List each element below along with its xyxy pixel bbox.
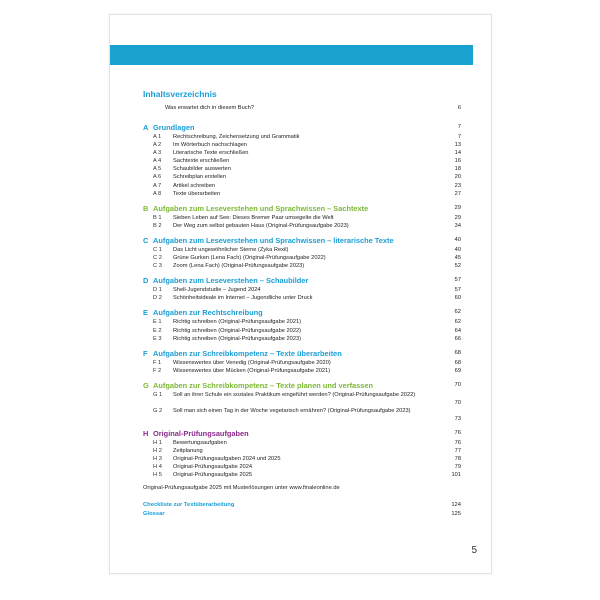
toc-entry	[143, 173, 461, 181]
toc-entry	[143, 214, 461, 222]
entry-number: C 2	[153, 255, 162, 262]
entry-number: A 3	[153, 150, 162, 157]
entry-page: 78	[454, 456, 461, 463]
entry-page: 73	[454, 415, 461, 422]
section-page: 76	[454, 429, 461, 436]
entry-page: 45	[454, 255, 461, 262]
toc-section	[143, 203, 461, 230]
toc-entry	[143, 286, 461, 294]
entry-page: 7	[457, 134, 461, 140]
entry-page: 60	[454, 295, 461, 302]
section-heading	[143, 307, 461, 318]
entry-number: G 1	[153, 391, 163, 398]
toc-section	[143, 122, 461, 198]
toc-title: Inhaltsverzeichnis	[143, 89, 217, 99]
section-heading	[143, 275, 461, 286]
entry-page: 70	[454, 399, 461, 406]
section-letter: H	[143, 428, 149, 438]
toc-entry	[143, 327, 461, 335]
toc-entry	[143, 165, 461, 173]
toc-note: Original-Prüfungsaufgabe 2025 mit Musterlösungen unter www.finaleonline.de	[143, 485, 340, 492]
entry-number: E 2	[153, 327, 162, 334]
entry-number: H 4	[153, 464, 162, 471]
toc-entry	[143, 407, 461, 423]
toc-entry	[143, 447, 461, 455]
toc-entry	[143, 262, 461, 270]
entry-number: B 2	[153, 222, 162, 229]
entry-title: Zoom (Lena Fach) (Original-Prüfungsaufgabe 2023)	[173, 263, 305, 270]
toc-intro-page: 6	[457, 105, 461, 111]
entry-title: Sieben Leben auf See: Dieses Bremer Paar umsegelte die Welt	[173, 214, 334, 221]
toc-section	[143, 235, 461, 270]
entry-number: A 6	[153, 174, 162, 181]
section-page: 70	[454, 381, 461, 388]
entry-title: Wissenswertes über Venedig (Original-Prüfungsaufgabe 2020)	[173, 359, 331, 366]
toc-entry	[143, 318, 461, 326]
toc-entry	[143, 246, 461, 254]
toc-entry	[143, 367, 461, 375]
entry-number: E 3	[153, 335, 162, 342]
entry-number: F 2	[153, 367, 162, 374]
extra-page: 124	[451, 502, 461, 509]
entry-page: 27	[454, 190, 461, 197]
header-band	[110, 45, 473, 65]
entry-title: Bewertungsaufgaben	[173, 439, 227, 446]
entry-number: E 1	[153, 319, 162, 326]
entry-title: Wissenswertes über Mücken (Original-Prüfungsaufgabe 2021)	[173, 367, 331, 374]
toc-entry	[143, 182, 461, 190]
toc-entry	[143, 471, 461, 479]
section-heading	[143, 348, 461, 359]
toc-intro-row	[143, 104, 461, 113]
toc-entry	[143, 141, 461, 149]
entry-page: 76	[454, 439, 461, 446]
entry-number: A 4	[153, 158, 162, 165]
section-page: 57	[454, 277, 461, 284]
entry-title: Schreibplan erstellen	[173, 174, 227, 181]
entry-page: 68	[454, 359, 461, 366]
entry-number: F 1	[153, 359, 162, 366]
section-title: Aufgaben zur Schreibkompetenz – Texte überarbeiten	[153, 348, 342, 358]
entry-number: A 2	[153, 142, 162, 149]
entry-title: Artikel schreiben	[173, 182, 216, 189]
entry-page: 79	[454, 464, 461, 471]
section-heading	[143, 235, 461, 246]
section-letter: A	[143, 123, 149, 132]
section-heading	[143, 380, 461, 391]
entry-title: Richtig schreiben (Original-Prüfungsaufgabe 2021)	[173, 319, 302, 326]
entry-number: B 1	[153, 214, 162, 221]
entry-number: H 3	[153, 456, 162, 463]
entry-title: Shell-Jugendstudie – Jugend 2024	[173, 287, 261, 294]
section-letter: F	[143, 348, 148, 358]
toc-extra-entry	[143, 501, 461, 510]
entry-number: H 2	[153, 447, 162, 454]
entry-number: D 1	[153, 287, 162, 294]
entry-page: 57	[454, 287, 461, 294]
entry-page: 18	[454, 166, 461, 173]
section-heading	[143, 203, 461, 214]
entry-title: Richtig schreiben (Original-Prüfungsaufgabe 2023)	[173, 335, 302, 342]
entry-page: 69	[454, 367, 461, 374]
toc-section	[143, 428, 461, 479]
entry-page: 14	[454, 150, 461, 157]
entry-title: Sachtexte erschließen	[173, 158, 230, 165]
entry-title: Rechtschreibung, Zeichensetzung und Grammatik	[173, 134, 300, 140]
section-letter: G	[143, 380, 149, 390]
entry-title: Schaubilder auswerten	[173, 166, 231, 173]
toc-extras	[143, 501, 461, 518]
entry-page: 62	[454, 319, 461, 326]
section-page: 62	[454, 309, 461, 316]
toc-entry	[143, 133, 461, 141]
toc-section	[143, 348, 461, 375]
entry-title: Das Licht ungewöhnlicher Sterne (Zyka Rexil)	[173, 246, 289, 253]
entry-title: Original-Prüfungsaufgaben 2024 und 2025	[173, 456, 281, 463]
toc-entry	[143, 190, 461, 198]
entry-number: H 5	[153, 472, 162, 479]
section-heading	[143, 428, 461, 439]
entry-number: A 7	[153, 182, 162, 189]
entry-title: Grüne Gurken (Lena Fach) (Original-Prüfungsaufgabe 2022)	[173, 255, 326, 262]
entry-page: 34	[454, 222, 461, 229]
entry-page: 29	[454, 214, 461, 221]
section-page: 7	[457, 124, 461, 130]
entry-page: 64	[454, 327, 461, 334]
entry-page: 40	[454, 246, 461, 253]
section-title: Aufgaben zum Leseverstehen – Schaubilder	[153, 276, 309, 286]
entry-title: Richtig schreiben (Original-Prüfungsaufgabe 2022)	[173, 327, 302, 334]
entry-title: Original-Prüfungsaufgabe 2024	[173, 464, 253, 471]
entry-title: Soll an ihrer Schule ein soziales Praktikum eingeführt werden? (Original-Prüfungsaufgabe 2022)	[173, 391, 416, 398]
entry-number: G 2	[153, 407, 163, 414]
extra-title: Checkliste zur Textüberarbeitung	[143, 502, 235, 509]
entry-title: Der Weg zum selbst gebauten Haus (Original-Prüfungsaufgabe 2023)	[173, 222, 349, 229]
entry-page: 20	[454, 174, 461, 181]
extra-title: Glossar	[143, 510, 165, 517]
book-page	[109, 14, 492, 574]
toc-section	[143, 380, 461, 423]
entry-page: 23	[454, 182, 461, 189]
entry-page: 101	[451, 472, 461, 479]
section-title: Aufgaben zur Rechtschreibung	[153, 308, 263, 318]
entry-number: A 5	[153, 166, 162, 173]
section-letter: B	[143, 203, 149, 213]
entry-page: 77	[454, 447, 461, 454]
toc-entry	[143, 463, 461, 471]
section-letter: E	[143, 308, 148, 318]
section-letter: D	[143, 276, 149, 286]
section-title: Original-Prüfungsaufgaben	[153, 428, 249, 438]
entry-number: D 2	[153, 295, 162, 302]
toc-entry	[143, 335, 461, 343]
entry-title: Schönheitsideale im Internet – Jugendliche unter Druck	[173, 295, 313, 302]
extra-page: 125	[451, 510, 461, 517]
entry-title: Im Wörterbuch nachschlagen	[173, 142, 247, 149]
toc-extra-entry	[143, 510, 461, 519]
section-page: 29	[454, 204, 461, 211]
toc-entry	[143, 254, 461, 262]
entry-title: Texte überarbeiten	[173, 190, 221, 197]
section-title: Aufgaben zur Schreibkompetenz – Texte planen und verfassen	[153, 380, 373, 390]
toc-entry	[143, 157, 461, 165]
page-number: 5	[471, 545, 477, 556]
section-title: Grundlagen	[153, 123, 195, 132]
section-letter: C	[143, 235, 149, 245]
entry-number: A 1	[153, 134, 162, 140]
entry-page: 16	[454, 158, 461, 165]
toc-entry	[143, 294, 461, 302]
entry-number: H 1	[153, 439, 162, 446]
entry-number: C 3	[153, 263, 162, 270]
table-of-contents	[143, 87, 461, 518]
toc-entry	[143, 222, 461, 230]
entry-number: A 8	[153, 190, 162, 197]
toc-entry	[143, 391, 461, 407]
section-title: Aufgaben zum Leseverstehen und Sprachwissen – Sachtexte	[153, 203, 369, 213]
toc-entry	[143, 149, 461, 157]
toc-entry	[143, 359, 461, 367]
entry-title: Literarische Texte erschließen	[173, 150, 249, 157]
entry-title: Original-Prüfungsaufgabe 2025	[173, 472, 253, 479]
entry-page: 66	[454, 335, 461, 342]
toc-section	[143, 275, 461, 302]
section-heading	[143, 122, 461, 133]
toc-entry	[143, 455, 461, 463]
entry-page: 13	[454, 142, 461, 149]
toc-entry	[143, 439, 461, 447]
entry-title: Soll man sich einen Tag in der Woche vegetarisch ernähren? (Original-Prüfungsaufgabe 2023)	[173, 407, 411, 414]
entry-title: Zeitplanung	[173, 447, 203, 454]
toc-section	[143, 307, 461, 342]
toc-intro-text: Was erwartet dich in diesem Buch?	[165, 105, 254, 111]
section-page: 68	[454, 349, 461, 356]
entry-number: C 1	[153, 246, 162, 253]
section-title: Aufgaben zum Leseverstehen und Sprachwissen – literarische Texte	[153, 235, 394, 245]
toc-sections	[143, 122, 461, 479]
entry-page: 52	[454, 263, 461, 270]
section-page: 40	[454, 236, 461, 243]
